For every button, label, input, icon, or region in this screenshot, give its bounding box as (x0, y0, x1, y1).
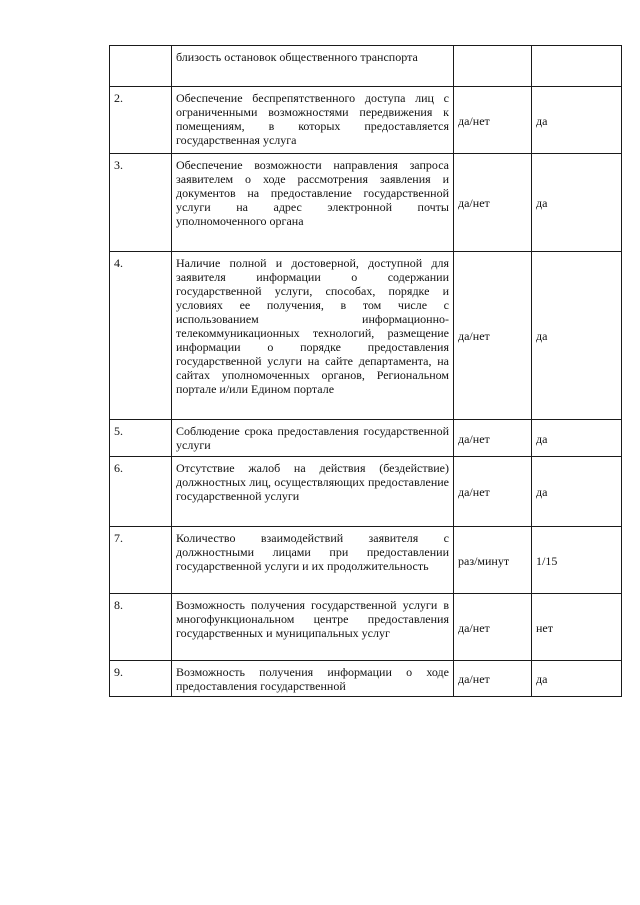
indicator-text: Соблюдение срока предоставления государственной услуги (172, 420, 454, 457)
indicator-text: Наличие полной и достоверной, доступной для заявителя информации о содержании государственной услуги, способах, порядке и условиях ее получения, в том числе с использованием информационно-телекоммуникационных технологий, размещение информации о порядке предоставления государственной услуги на сайте департамента, на сайтах уполномоченных органов, Региональном портале и/или Едином портале (172, 252, 454, 420)
indicators-table (109, 45, 622, 697)
value-cell: да (532, 252, 622, 420)
row-number: 5. (110, 420, 172, 457)
value-cell (532, 46, 622, 87)
row-number: 3. (110, 154, 172, 252)
table-row (110, 457, 622, 527)
value-cell: 1/15 (532, 527, 622, 594)
table-row (110, 661, 622, 697)
unit-cell: да/нет (454, 661, 532, 697)
table-row (110, 154, 622, 252)
unit-cell: да/нет (454, 87, 532, 154)
unit-cell: да/нет (454, 252, 532, 420)
value-cell: да (532, 661, 622, 697)
indicator-text: Возможность получения информации о ходе предоставления государственной (172, 661, 454, 697)
row-number: 4. (110, 252, 172, 420)
table-row (110, 527, 622, 594)
value-cell: нет (532, 594, 622, 661)
unit-cell: раз/минут (454, 527, 532, 594)
row-number: 8. (110, 594, 172, 661)
table-row (110, 252, 622, 420)
table-row (110, 46, 622, 87)
row-number: 6. (110, 457, 172, 527)
indicator-text: близость остановок общественного транспорта (172, 46, 454, 87)
indicator-text: Возможность получения государственной услуги в многофункциональном центре предоставления государственных и муниципальных услуг (172, 594, 454, 661)
row-number: 2. (110, 87, 172, 154)
indicator-text: Отсутствие жалоб на действия (бездействие) должностных лиц, осуществляющих предоставление государственной услуги (172, 457, 454, 527)
row-number: 7. (110, 527, 172, 594)
indicator-text: Обеспечение возможности направления запроса заявителем о ходе рассмотрения заявления и документов на предоставление государственной услуги на адрес электронной почты уполномоченного органа (172, 154, 454, 252)
table-row (110, 594, 622, 661)
value-cell: да (532, 87, 622, 154)
unit-cell: да/нет (454, 594, 532, 661)
unit-cell: да/нет (454, 154, 532, 252)
unit-cell (454, 46, 532, 87)
indicator-text: Количество взаимодействий заявителя с должностными лицами при предоставлении государственной услуги и их продолжительность (172, 527, 454, 594)
unit-cell: да/нет (454, 420, 532, 457)
table-row (110, 87, 622, 154)
row-number: 9. (110, 661, 172, 697)
table-row (110, 420, 622, 457)
value-cell: да (532, 420, 622, 457)
value-cell: да (532, 457, 622, 527)
value-cell: да (532, 154, 622, 252)
unit-cell: да/нет (454, 457, 532, 527)
row-number (110, 46, 172, 87)
indicator-text: Обеспечение беспрепятственного доступа лиц с ограниченными возможностями передвижения к помещениям, в которых предоставляется государственная услуга (172, 87, 454, 154)
